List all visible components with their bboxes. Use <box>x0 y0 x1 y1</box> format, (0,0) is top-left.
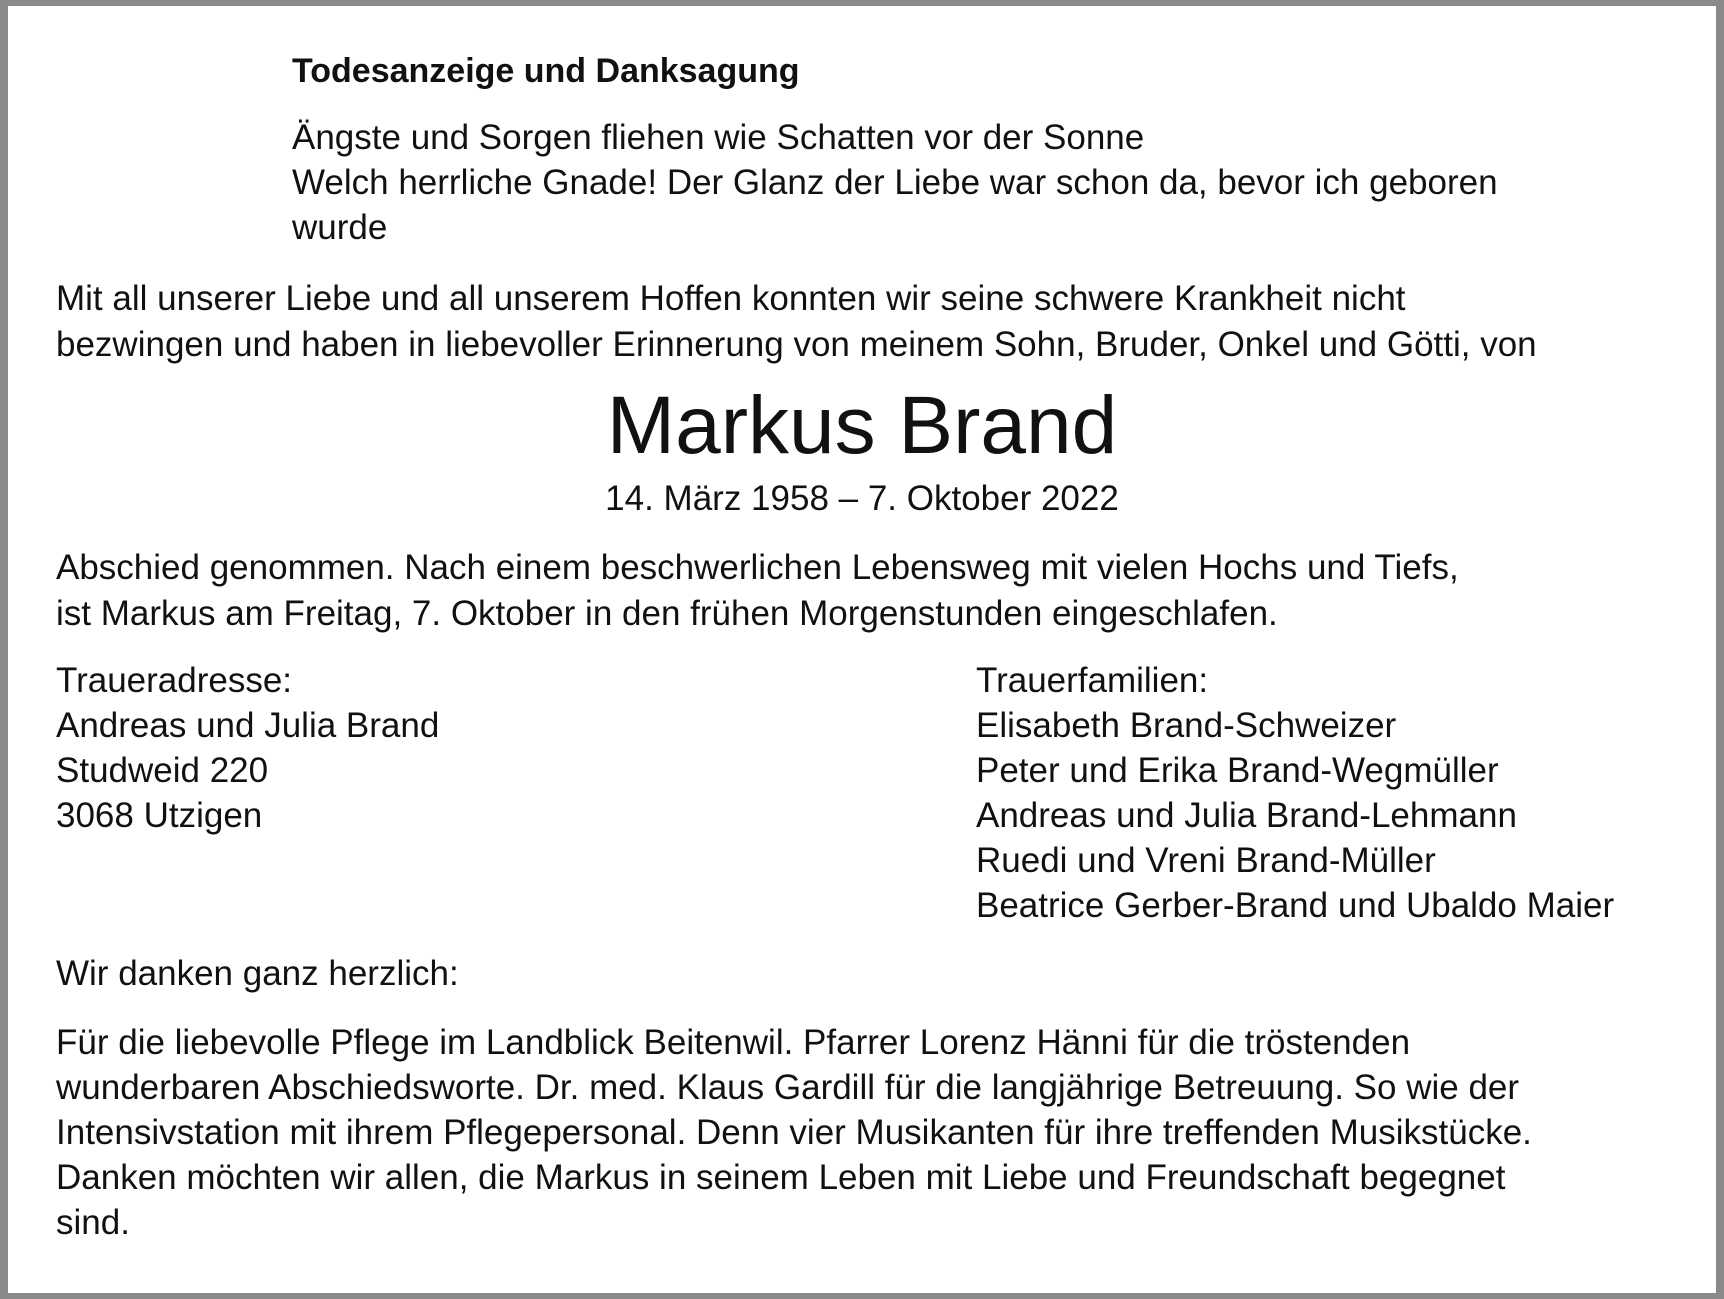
family-line: Beatrice Gerber-Brand und Ubaldo Maier <box>976 886 1615 925</box>
farewell-paragraph <box>56 545 1676 637</box>
address-label: Traueradresse: <box>56 661 293 700</box>
address-line: 3068 Utzigen <box>56 796 263 835</box>
intro-line: Mit all unserer Liebe und all unserem Hoffen konnten wir seine schwere Krankheit nicht <box>56 279 1406 318</box>
notice-title: Todesanzeige und Danksagung <box>292 52 800 90</box>
thanks-heading: Wir danken ganz herzlich: <box>56 954 459 993</box>
life-dates: 14. März 1958 – 7. Oktober 2022 <box>605 479 1119 518</box>
family-line: Elisabeth Brand-Schweizer <box>976 706 1397 745</box>
mourning-families <box>976 658 1614 928</box>
thanks-line: Für die liebevolle Pflege im Landblick Beitenwil. Pfarrer Lorenz Hänni für die tröstenden <box>56 1023 1411 1062</box>
deceased-name: Markus Brand <box>606 380 1118 471</box>
poem-line: Welch herrliche Gnade! Der Glanz der Liebe war schon da, bevor ich geboren <box>292 163 1498 202</box>
address-line: Andreas und Julia Brand <box>56 706 440 745</box>
family-line: Andreas und Julia Brand-Lehmann <box>976 796 1517 835</box>
intro-line: bezwingen und haben in liebevoller Erinnerung von meinem Sohn, Bruder, Onkel und Götti, von <box>56 325 1537 364</box>
address-line: Studweid 220 <box>56 751 269 790</box>
poem-line: Ängste und Sorgen fliehen wie Schatten vor der Sonne <box>292 118 1145 157</box>
poem <box>292 115 1632 250</box>
family-line: Ruedi und Vreni Brand-Müller <box>976 841 1436 880</box>
families-label: Trauerfamilien: <box>976 661 1209 700</box>
mourning-address <box>56 658 439 838</box>
intro-paragraph <box>56 276 1676 368</box>
poem-line: wurde <box>292 208 388 247</box>
thanks-line: Intensivstation mit ihrem Pflegepersonal. Denn vier Musikanten für ihre treffenden Musikstücke. <box>56 1113 1532 1152</box>
farewell-line: Abschied genommen. Nach einem beschwerlichen Lebensweg mit vielen Hochs und Tiefs, <box>56 548 1459 587</box>
family-line: Peter und Erika Brand-Wegmüller <box>976 751 1499 790</box>
farewell-line: ist Markus am Freitag, 7. Oktober in den frühen Morgenstunden eingeschlafen. <box>56 594 1278 633</box>
thanks-line: sind. <box>56 1203 130 1242</box>
thanks-paragraph <box>56 1020 1676 1245</box>
thanks-line: wunderbaren Abschiedsworte. Dr. med. Klaus Gardill für die langjährige Betreuung. So wie der <box>56 1068 1520 1107</box>
thanks-line: Danken möchten wir allen, die Markus in seinem Leben mit Liebe und Freundschaft begegnet <box>56 1158 1506 1197</box>
